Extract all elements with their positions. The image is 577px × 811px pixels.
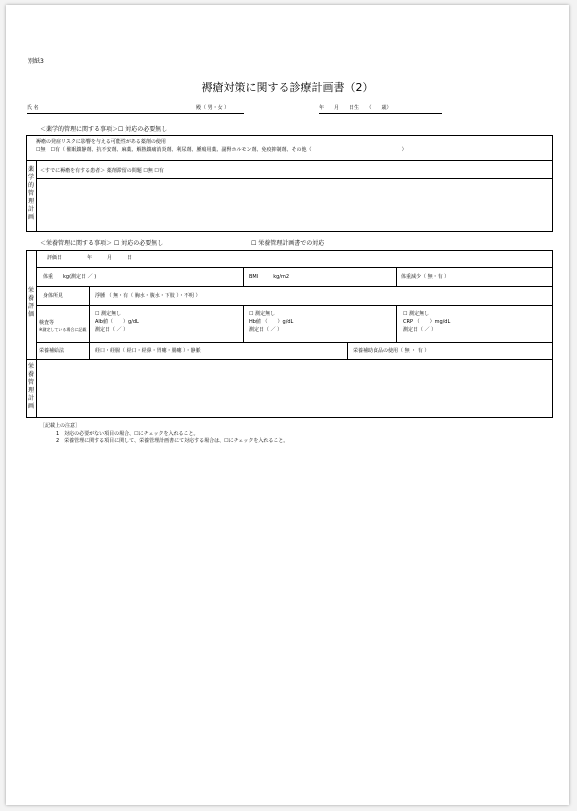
column-divider xyxy=(243,267,244,286)
nutrition-route-label: 栄養補給法 xyxy=(39,348,65,354)
row-divider xyxy=(36,305,553,306)
nutrition-plan-option: ☐ 栄養管理計画書での対応 xyxy=(251,240,325,247)
crp-date: 測定日（ ／ ） xyxy=(403,327,437,333)
hb-not-measured: ☐ 測定無し xyxy=(249,311,276,317)
hb-value: Hb値 （ ）g/dL xyxy=(249,319,294,325)
nutrition-route-options: 経口・経腸（ 経口・経鼻・胃瘻・腸瘻 ）・静脈 xyxy=(95,348,201,354)
risk-drug-options: ☐無 ☐有（ 催眠鎮静剤、抗不安剤、麻薬、解熱鎮痛消炎剤、利尿剤、腫瘍用薬、副腎ホルモン剤、免疫抑制剤、その他（ ） xyxy=(36,147,407,153)
edema-options: 浮腫 （ 無・有（ 胸水・腹水・下肢 ）・不明 ） xyxy=(95,293,201,299)
existing-ulcer-patient: ＜すでに褥瘡を有する患者＞ 薬剤滞留の問題 ☐無 ☐有 xyxy=(40,168,164,174)
row-divider xyxy=(26,160,553,161)
document-page xyxy=(6,5,569,805)
pharma-plan-side-label: 薬学的管理計画 xyxy=(27,166,34,221)
alb-not-measured: ☐ 測定無し xyxy=(95,311,122,317)
column-divider xyxy=(396,267,397,286)
hb-date: 測定日（ ／ ） xyxy=(249,327,283,333)
row-divider xyxy=(36,267,553,268)
nutrition-table xyxy=(26,250,553,418)
notes-title: ［記載上の注意］ xyxy=(40,423,81,429)
alb-date: 測定日（ ／ ） xyxy=(95,327,129,333)
lab-tests-label: 検査等 xyxy=(39,320,55,326)
nutrition-plan-side-label: 栄養管理計画 xyxy=(27,363,34,410)
birth-underline xyxy=(319,113,442,114)
crp-not-measured: ☐ 測定無し xyxy=(403,311,430,317)
row-divider xyxy=(26,359,553,360)
document-title: 褥瘡対策に関する診療計画書（2） xyxy=(201,81,374,94)
column-divider xyxy=(396,305,397,342)
body-weight: 体重 kg(測定日 ／ ) xyxy=(43,274,97,280)
lab-tests-note: ※測定している場合に記載 xyxy=(39,327,87,332)
nutrition-section-title: ＜栄養管理に関する事項＞ ☐ 対応の必要無し xyxy=(40,240,164,247)
row-divider xyxy=(36,178,553,179)
honorific-gender: 殿（ 男・女 ） xyxy=(196,105,230,111)
row-divider xyxy=(36,286,553,287)
name-label: 氏 名 xyxy=(27,105,39,111)
pharma-section-title: ＜薬学的管理に関する事項＞☐ 対応の必要無し xyxy=(40,126,168,133)
column-divider xyxy=(36,160,37,232)
column-divider xyxy=(243,305,244,342)
column-divider xyxy=(36,250,37,418)
supplement-use: 栄養補助食品の使用（ 無 ・ 有 ） xyxy=(353,348,430,354)
column-divider xyxy=(89,342,90,359)
physical-findings-label: 身体所見 xyxy=(43,293,64,299)
row-divider xyxy=(36,342,553,343)
risk-drug-label: 褥瘡の発症リスクに影響を与える可能性がある薬剤の使用 xyxy=(36,139,166,145)
bmi: BMI kg/m2 xyxy=(249,274,290,280)
eval-date: 評価日 年 月 日 xyxy=(47,255,133,261)
alb-value: Alb値（ ）g/dL xyxy=(95,319,139,325)
crp-value: CRP （ ）mg/dL xyxy=(403,319,451,325)
annex-number: 別紙3 xyxy=(28,58,44,65)
column-divider xyxy=(89,305,90,342)
name-underline xyxy=(27,113,244,114)
nutrition-eval-side-label: 栄養評価 xyxy=(27,287,34,318)
weight-loss: 体重減少（ 無・有 ） xyxy=(401,274,450,280)
column-divider xyxy=(347,342,348,359)
note-item-2: 2 栄養管理に関する項目に関して、栄養管理計画書にて対応する場合は、☐にチェックを入れること。 xyxy=(56,438,289,444)
note-item-1: 1 対応の必要がない項目の場合、☐にチェックを入れること。 xyxy=(56,431,199,437)
column-divider xyxy=(89,286,90,305)
birth-date: 年 月 日生 （ 歳） xyxy=(319,105,392,111)
